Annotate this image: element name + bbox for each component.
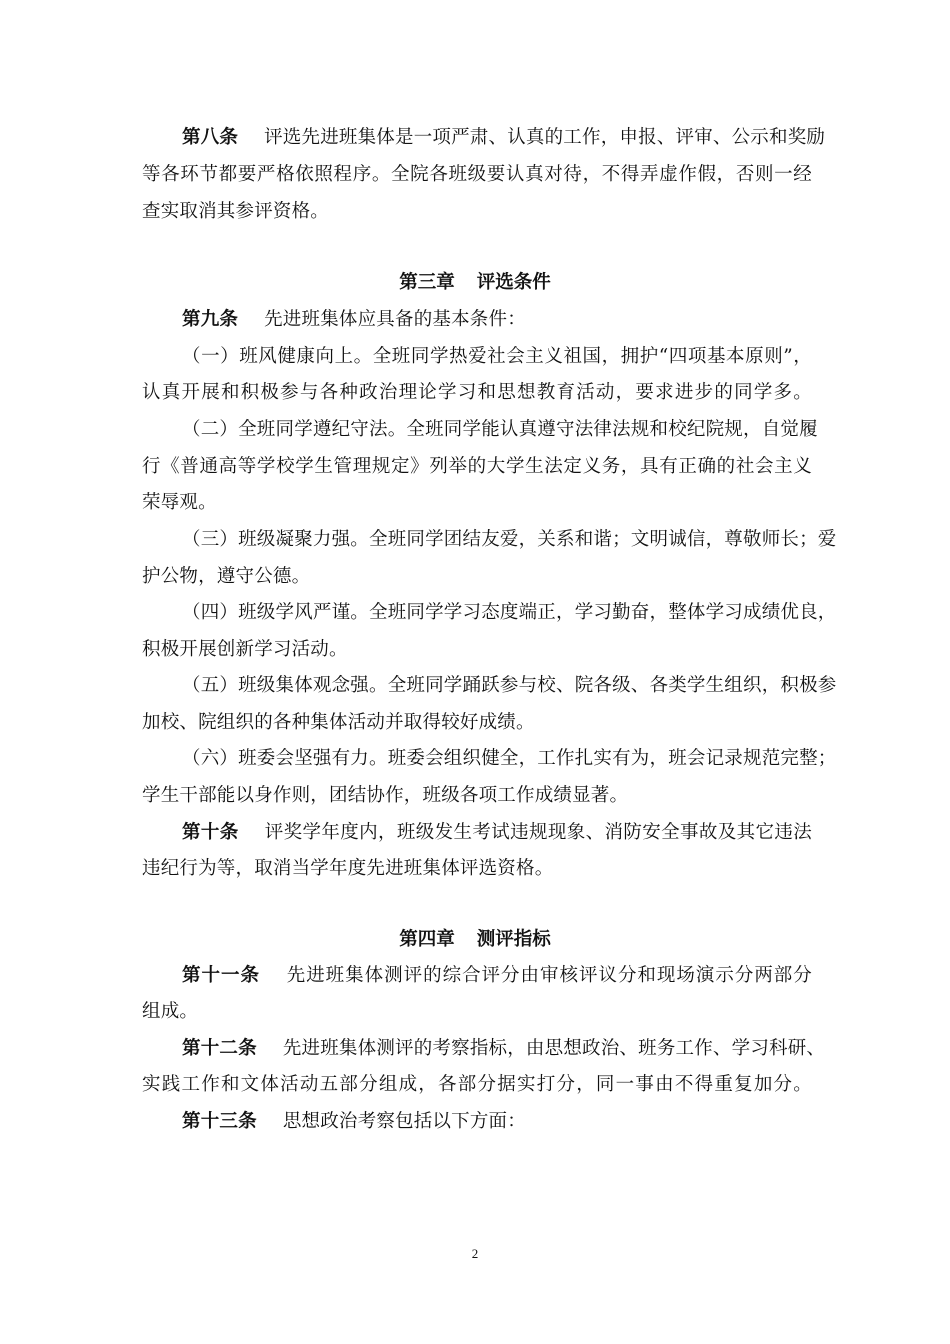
condition-1-line-1: （一）班风健康向上。全班同学热爱社会主义祖国，拥护“四项基本原则”，: [182, 346, 812, 367]
article-12-text-1: 先进班集体测评的考察指标，由思想政治、班务工作、学习科研、: [282, 1038, 826, 1059]
chapter-4-number: 第四章: [399, 929, 455, 950]
condition-2-line-2: 行《普通高等学校学生管理规定》列举的大学生法定义务，具有正确的社会主义: [142, 456, 812, 477]
article-11-label: 第十一条: [182, 965, 260, 986]
article-12-label: 第十二条: [182, 1038, 257, 1059]
condition-3-line-1: （三）班级凝聚力强。全班同学团结友爱，关系和谐；文明诚信，尊敬师长；爱: [182, 529, 837, 550]
article-12-line-1: [182, 1037, 826, 1061]
article-13-line-1: [182, 1110, 812, 1134]
chapter-3-title: 评选条件: [476, 272, 551, 293]
condition-6-line-1: （六）班委会坚强有力。班委会组织健全，工作扎实有为，班会记录规范完整；: [182, 748, 837, 769]
condition-4-line-2: 积极开展创新学习活动。: [142, 639, 348, 660]
article-13-text-1: 思想政治考察包括以下方面：: [282, 1111, 526, 1132]
article-8-line-1: [182, 126, 826, 150]
article-10-line-1: [182, 821, 812, 845]
article-10-label: 第十条: [182, 822, 239, 843]
condition-5-line-2: 加校、院组织的各种集体活动并取得较好成绩。: [142, 712, 535, 733]
article-11-line-1: [182, 964, 812, 988]
chapter-4-heading: [0, 928, 950, 952]
article-12-line-2: 实践工作和文体活动五部分组成，各部分据实打分，同一事由不得重复加分。: [142, 1074, 812, 1095]
article-9-line-1: [182, 308, 812, 332]
article-13-label: 第十三条: [182, 1111, 257, 1132]
chapter-4-title: 测评指标: [476, 929, 551, 950]
condition-2-line-3: 荣辱观。: [142, 492, 217, 513]
condition-6-line-2: 学生干部能以身作则，团结协作，班级各项工作成绩显著。: [142, 785, 629, 806]
condition-2-line-1: （二）全班同学遵纪守法。全班同学能认真遵守法律法规和校纪院规，自觉履: [182, 419, 818, 440]
condition-3-line-2: 护公物，遵守公德。: [142, 566, 311, 587]
article-8-text-1: 评选先进班集体是一项严肃、认真的工作，申报、评审、公示和奖励: [264, 127, 826, 148]
article-10-text-1: 评奖学年度内，班级发生考试违规现象、消防安全事故及其它违法: [264, 822, 812, 843]
condition-4-line-1: （四）班级学风严谨。全班同学学习态度端正，学习勤奋，整体学习成绩优良，: [182, 602, 837, 623]
article-10-line-2: 违纪行为等，取消当学年度先进班集体评选资格。: [142, 858, 554, 879]
chapter-3-number: 第三章: [399, 272, 455, 293]
page-number: 2: [471, 1246, 479, 1261]
condition-5-line-1: （五）班级集体观念强。全班同学踊跃参与校、院各级、各类学生组织，积极参: [182, 675, 837, 696]
article-8-label: 第八条: [182, 127, 239, 148]
article-8-line-2: 等各环节都要严格依照程序。全院各班级要认真对待，不得弄虚作假，否则一经: [142, 164, 812, 185]
article-9-text-1: 先进班集体应具备的基本条件：: [264, 309, 526, 330]
article-9-label: 第九条: [182, 309, 239, 330]
article-8-line-3: 查实取消其参评资格。: [142, 201, 330, 222]
article-11-line-2: 组成。: [142, 1001, 199, 1022]
condition-1-line-2: 认真开展和积极参与各种政治理论学习和思想教育活动，要求进步的同学多。: [142, 382, 812, 403]
article-11-text-1: 先进班集体测评的综合评分由审核评议分和现场演示分两部分: [285, 965, 812, 986]
chapter-3-heading: [0, 271, 950, 295]
